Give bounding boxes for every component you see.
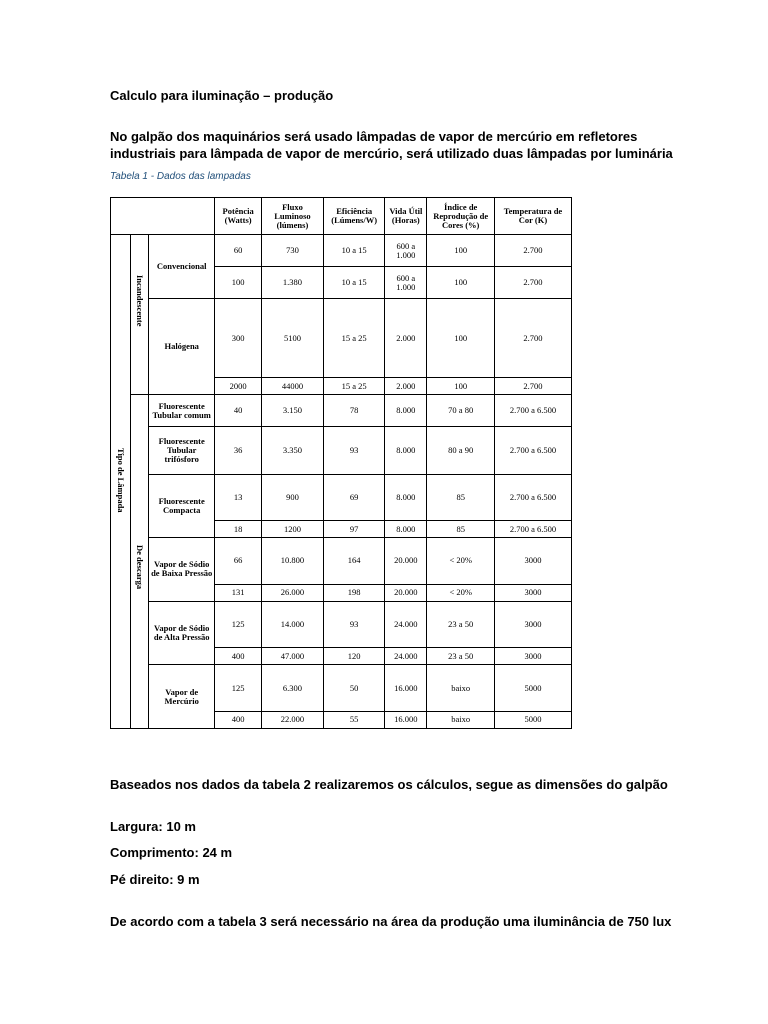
- table-cell: 40: [215, 395, 261, 427]
- table-row: [111, 474, 572, 521]
- table-cell: 2.000: [385, 378, 427, 395]
- table-cell: 3000: [494, 648, 571, 665]
- group-label-cell: [111, 235, 131, 729]
- header-cell: Fluxo Luminoso (lúmens): [261, 198, 323, 235]
- table-cell: 3000: [494, 584, 571, 601]
- table-cell: 2.700 a 6.500: [494, 395, 571, 427]
- table-cell: 8.000: [385, 427, 427, 474]
- table-cell: 16.000: [385, 665, 427, 712]
- length-dimension: Comprimento: 24 m: [110, 845, 233, 860]
- intro-paragraph-line-1: No galpão dos maquinários será usado lâmpadas de vapor de mercúrio em refletores: [110, 129, 638, 144]
- table-cell: 2.700 a 6.500: [494, 521, 571, 538]
- header-cell: Eficiência (Lúmens/W): [324, 198, 385, 235]
- table-cell: 198: [324, 584, 385, 601]
- table-cell: 85: [427, 474, 495, 521]
- lamp-type-cell: Vapor de Sódio de Alta Pressão: [148, 601, 214, 665]
- header-cell: Índice de Reprodução de Cores (%): [427, 198, 495, 235]
- table-cell: 44000: [261, 378, 323, 395]
- lamp-type-cell: Fluorescente Tubular trifósforo: [148, 427, 214, 474]
- table-header-row: [111, 198, 572, 235]
- table-cell: 600 a 1.000: [385, 267, 427, 299]
- table-cell: 24.000: [385, 601, 427, 648]
- table-cell: 3000: [494, 601, 571, 648]
- table-cell: 100: [427, 378, 495, 395]
- table-cell: 1.380: [261, 267, 323, 299]
- table-cell: 23 a 50: [427, 601, 495, 648]
- table-cell: 3.350: [261, 427, 323, 474]
- table-cell: 60: [215, 235, 261, 267]
- table-cell: 2000: [215, 378, 261, 395]
- group-label: Tipo de Lâmpada: [116, 448, 127, 513]
- table-cell: 1200: [261, 521, 323, 538]
- table-cell: 3000: [494, 538, 571, 585]
- table-cell: 26.000: [261, 584, 323, 601]
- lamp-type-cell: Convencional: [148, 235, 214, 299]
- table-cell: 36: [215, 427, 261, 474]
- table-cell: 85: [427, 521, 495, 538]
- table-cell: 730: [261, 235, 323, 267]
- table-cell: 6.300: [261, 665, 323, 712]
- header-cell: Temperatura de Cor (K): [494, 198, 571, 235]
- table-row: [111, 299, 572, 378]
- table-cell: 100: [427, 299, 495, 378]
- table-cell: 20.000: [385, 584, 427, 601]
- table-cell: 15 a 25: [324, 299, 385, 378]
- width-dimension: Largura: 10 m: [110, 819, 196, 834]
- table-caption: Tabela 1 - Dados das lampadas: [110, 171, 251, 182]
- table-cell: 22.000: [261, 711, 323, 728]
- lamp-type-cell: Vapor de Sódio de Baixa Pressão: [148, 538, 214, 602]
- table-cell: 66: [215, 538, 261, 585]
- lamp-type-cell: Vapor de Mercúrio: [148, 665, 214, 729]
- table-row: [111, 665, 572, 712]
- table-cell: < 20%: [427, 538, 495, 585]
- table-cell: 164: [324, 538, 385, 585]
- lamp-type-cell: Fluorescente Tubular comum: [148, 395, 214, 427]
- table-cell: 120: [324, 648, 385, 665]
- table-cell: 5000: [494, 711, 571, 728]
- table-cell: 93: [324, 427, 385, 474]
- table-cell: 10.800: [261, 538, 323, 585]
- illuminance-paragraph: De acordo com a tabela 3 será necessário na área da produção uma iluminância de 750 lux: [110, 914, 672, 929]
- table-cell: 8.000: [385, 395, 427, 427]
- table-cell: 13: [215, 474, 261, 521]
- table-cell: 16.000: [385, 711, 427, 728]
- table-cell: 10 a 15: [324, 267, 385, 299]
- header-cell: Vida Útil (Horas): [385, 198, 427, 235]
- table-cell: 8.000: [385, 521, 427, 538]
- category-cell: [131, 235, 149, 395]
- table-cell: 2.700: [494, 235, 571, 267]
- category-cell: [131, 395, 149, 729]
- table-cell: 78: [324, 395, 385, 427]
- table-cell: 100: [427, 235, 495, 267]
- intro-paragraph-line-2: industriais para lâmpada de vapor de mercúrio, será utilizado duas lâmpadas por luminária: [110, 146, 673, 161]
- header-cell: Potência (Watts): [215, 198, 261, 235]
- table-cell: 55: [324, 711, 385, 728]
- table-cell: 100: [215, 267, 261, 299]
- height-dimension: Pé direito: 9 m: [110, 872, 200, 887]
- table-cell: baixo: [427, 665, 495, 712]
- table-cell: 2.700: [494, 299, 571, 378]
- table-cell: < 20%: [427, 584, 495, 601]
- table-cell: 47.000: [261, 648, 323, 665]
- table-cell: 20.000: [385, 538, 427, 585]
- table-cell: 97: [324, 521, 385, 538]
- table-cell: 70 a 80: [427, 395, 495, 427]
- table-cell: 24.000: [385, 648, 427, 665]
- table-cell: 8.000: [385, 474, 427, 521]
- header-corner-cell: [111, 198, 215, 235]
- table-cell: 125: [215, 601, 261, 648]
- table-cell: 15 a 25: [324, 378, 385, 395]
- table-cell: 100: [427, 267, 495, 299]
- table-cell: 10 a 15: [324, 235, 385, 267]
- table-cell: 600 a 1.000: [385, 235, 427, 267]
- lamp-data-table: [110, 197, 572, 729]
- dimensions-intro-paragraph: Baseados nos dados da tabela 2 realizaremos os cálculos, segue as dimensões do galpão: [110, 777, 668, 792]
- document-heading: Calculo para iluminação – produção: [110, 88, 334, 103]
- table-cell: 80 a 90: [427, 427, 495, 474]
- table-cell: 5100: [261, 299, 323, 378]
- table-cell: 23 a 50: [427, 648, 495, 665]
- table-cell: 93: [324, 601, 385, 648]
- table-cell: 14.000: [261, 601, 323, 648]
- table-cell: baixo: [427, 711, 495, 728]
- table-row: [111, 395, 572, 427]
- table-cell: 131: [215, 584, 261, 601]
- table-cell: 69: [324, 474, 385, 521]
- table-row: [111, 538, 572, 585]
- table-cell: 2.700: [494, 267, 571, 299]
- table-cell: 18: [215, 521, 261, 538]
- table-cell: 300: [215, 299, 261, 378]
- table-cell: 2.700: [494, 378, 571, 395]
- table-row: [111, 427, 572, 474]
- table-cell: 2.000: [385, 299, 427, 378]
- category-label: Incandescente: [134, 275, 145, 327]
- table-cell: 2.700 a 6.500: [494, 474, 571, 521]
- table-cell: 50: [324, 665, 385, 712]
- table-cell: 5000: [494, 665, 571, 712]
- table-row: [111, 235, 572, 267]
- table-cell: 400: [215, 711, 261, 728]
- table-row: [111, 601, 572, 648]
- category-label: De descarga: [134, 545, 145, 590]
- table-cell: 125: [215, 665, 261, 712]
- table-cell: 900: [261, 474, 323, 521]
- table-cell: 400: [215, 648, 261, 665]
- table-cell: 2.700 a 6.500: [494, 427, 571, 474]
- lamp-type-cell: Halógena: [148, 299, 214, 395]
- lamp-type-cell: Fluorescente Compacta: [148, 474, 214, 538]
- table-cell: 3.150: [261, 395, 323, 427]
